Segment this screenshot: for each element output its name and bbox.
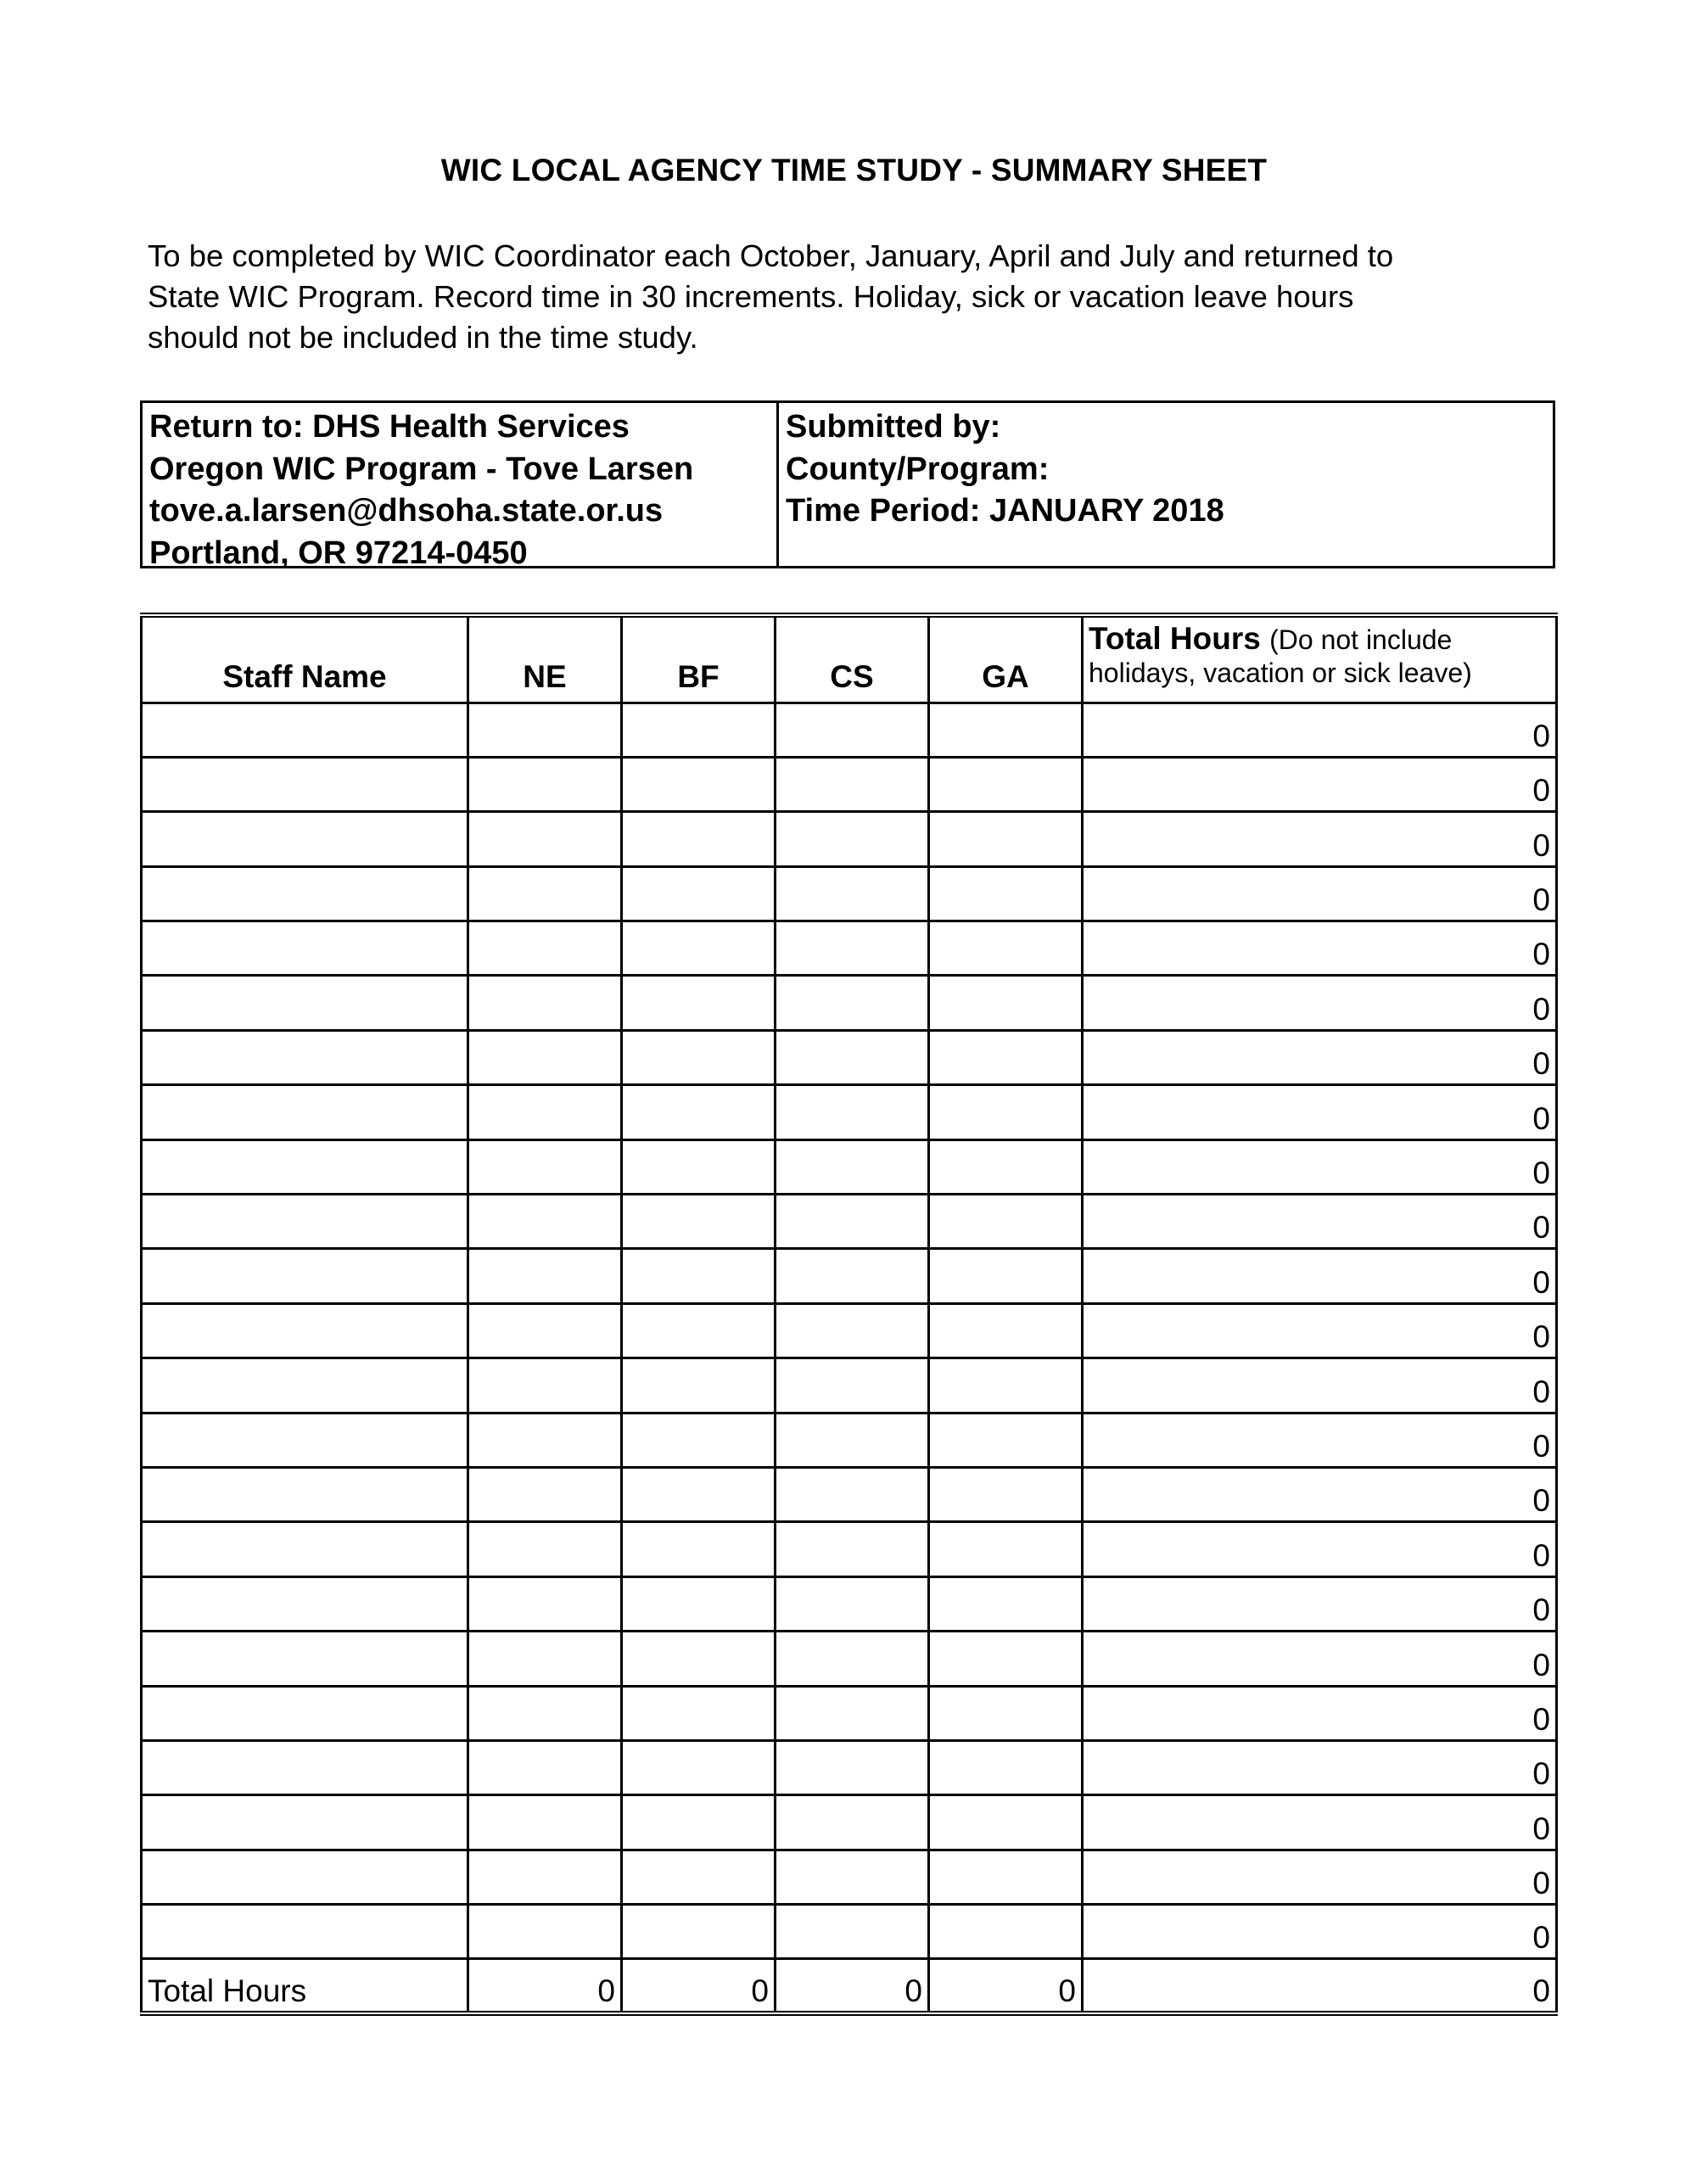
total-hours-cell: 0 <box>1083 1249 1557 1303</box>
total-hours-cell: 0 <box>1083 1905 1557 1959</box>
total-hours-cell: 0 <box>1083 757 1557 811</box>
ga-cell[interactable] <box>929 1030 1083 1084</box>
total-hours-cell: 0 <box>1083 1085 1557 1139</box>
staff-name-cell[interactable] <box>142 1795 468 1850</box>
cs-cell[interactable] <box>776 1467 929 1521</box>
bf-cell[interactable] <box>622 1030 776 1084</box>
ga-cell[interactable] <box>929 921 1083 976</box>
table-row <box>142 812 1557 866</box>
staff-name-cell[interactable] <box>142 1850 468 1904</box>
col-header-ne: NE <box>468 615 622 703</box>
ga-cell[interactable] <box>929 703 1083 757</box>
table-header-row <box>142 615 1557 703</box>
table-row <box>142 1249 1557 1303</box>
staff-name-cell[interactable] <box>142 1905 468 1959</box>
staff-name-cell[interactable] <box>142 921 468 976</box>
total-hours-cell: 0 <box>1083 1850 1557 1904</box>
bf-cell[interactable] <box>622 1850 776 1904</box>
ga-cell[interactable] <box>929 1085 1083 1139</box>
bf-cell[interactable] <box>622 1795 776 1850</box>
page-title: WIC LOCAL AGENCY TIME STUDY - SUMMARY SHEET <box>440 153 1268 188</box>
staff-name-cell[interactable] <box>142 1686 468 1740</box>
total-hours-cell: 0 <box>1083 1030 1557 1084</box>
cs-cell[interactable] <box>776 1850 929 1904</box>
total-hours-cell: 0 <box>1083 1303 1557 1358</box>
col-header-cs: CS <box>776 615 929 703</box>
ga-cell[interactable] <box>929 1467 1083 1521</box>
ne-cell[interactable] <box>468 1905 622 1959</box>
bf-cell[interactable] <box>622 1576 776 1631</box>
staff-name-cell[interactable] <box>142 866 468 921</box>
ne-cell[interactable] <box>468 1358 622 1413</box>
staff-name-cell[interactable] <box>142 1576 468 1631</box>
bf-cell[interactable] <box>622 703 776 757</box>
total-hours-cell: 0 <box>1083 1413 1557 1467</box>
total-hours-cell: 0 <box>1083 1195 1557 1249</box>
totals-bf: 0 <box>622 1959 776 2013</box>
ne-cell[interactable] <box>468 1522 622 1576</box>
bf-cell[interactable] <box>622 1905 776 1959</box>
staff-name-cell[interactable] <box>142 1303 468 1358</box>
ne-cell[interactable] <box>468 1030 622 1084</box>
cs-cell[interactable] <box>776 1686 929 1740</box>
instructions-line: To be completed by WIC Coordinator each October, January, April and July and returned to <box>148 238 1394 273</box>
ga-cell[interactable] <box>929 1195 1083 1249</box>
bf-cell[interactable] <box>622 1195 776 1249</box>
col-header-total-hours <box>1083 615 1557 703</box>
total-hours-cell: 0 <box>1083 1795 1557 1850</box>
bf-cell[interactable] <box>622 757 776 811</box>
ga-cell[interactable] <box>929 1139 1083 1194</box>
staff-name-cell[interactable] <box>142 1358 468 1413</box>
ne-cell[interactable] <box>468 812 622 866</box>
total-hours-note: holidays, vacation or sick leave) <box>1089 658 1472 688</box>
totals-row <box>142 1959 1557 2013</box>
totals-cs: 0 <box>776 1959 929 2013</box>
total-hours-cell: 0 <box>1083 866 1557 921</box>
ga-cell[interactable] <box>929 1303 1083 1358</box>
table-row <box>142 703 1557 757</box>
table-row <box>142 1740 1557 1794</box>
return-to-line: Return to: DHS Health Services <box>149 409 630 445</box>
table-row <box>142 1686 1557 1740</box>
total-hours-cell: 0 <box>1083 976 1557 1030</box>
total-hours-cell: 0 <box>1083 1358 1557 1413</box>
ga-cell[interactable] <box>929 1576 1083 1631</box>
cs-cell[interactable] <box>776 921 929 976</box>
staff-name-cell[interactable] <box>142 1740 468 1794</box>
ga-cell[interactable] <box>929 1358 1083 1413</box>
ne-cell[interactable] <box>468 921 622 976</box>
ne-cell[interactable] <box>468 1686 622 1740</box>
staff-name-cell[interactable] <box>142 1085 468 1139</box>
cs-cell[interactable] <box>776 1358 929 1413</box>
info-box <box>140 400 1555 571</box>
ne-cell[interactable] <box>468 703 622 757</box>
staff-name-cell[interactable] <box>142 976 468 1030</box>
totals-ga: 0 <box>929 1959 1083 2013</box>
ne-cell[interactable] <box>468 1795 622 1850</box>
ga-cell[interactable] <box>929 1413 1083 1467</box>
ne-cell[interactable] <box>468 1632 622 1686</box>
total-hours-cell: 0 <box>1083 812 1557 866</box>
total-hours-note: (Do not include <box>1269 624 1453 655</box>
ga-cell[interactable] <box>929 1740 1083 1794</box>
ga-cell[interactable] <box>929 1686 1083 1740</box>
ga-cell[interactable] <box>929 976 1083 1030</box>
ne-cell[interactable] <box>468 1740 622 1794</box>
table-row <box>142 1085 1557 1139</box>
table-row <box>142 1905 1557 1959</box>
staff-name-cell[interactable] <box>142 1249 468 1303</box>
bf-cell[interactable] <box>622 1467 776 1521</box>
staff-name-cell[interactable] <box>142 757 468 811</box>
table-row <box>142 1303 1557 1358</box>
time-period-field: Time Period: JANUARY 2018 <box>786 493 1224 529</box>
table-row <box>142 1522 1557 1576</box>
cs-cell[interactable] <box>776 1303 929 1358</box>
total-hours-cell: 0 <box>1083 921 1557 976</box>
cs-cell[interactable] <box>776 757 929 811</box>
ga-cell[interactable] <box>929 757 1083 811</box>
table-row <box>142 1413 1557 1467</box>
table-row <box>142 866 1557 921</box>
staff-name-cell[interactable] <box>142 1139 468 1194</box>
cs-cell[interactable] <box>776 1249 929 1303</box>
table-row <box>142 1632 1557 1686</box>
cs-cell[interactable] <box>776 1576 929 1631</box>
ga-cell[interactable] <box>929 812 1083 866</box>
ne-cell[interactable] <box>468 1139 622 1194</box>
cs-cell[interactable] <box>776 866 929 921</box>
return-to-email: tove.a.larsen@dhsoha.state.or.us <box>149 493 664 529</box>
return-to-block <box>143 403 779 571</box>
ga-cell[interactable] <box>929 1905 1083 1959</box>
ga-cell[interactable] <box>929 866 1083 921</box>
cs-cell[interactable] <box>776 1740 929 1794</box>
bf-cell[interactable] <box>622 921 776 976</box>
ga-cell[interactable] <box>929 1522 1083 1576</box>
table-row <box>142 921 1557 976</box>
table-row <box>142 1358 1557 1413</box>
total-hours-cell: 0 <box>1083 1686 1557 1740</box>
table-row <box>142 757 1557 811</box>
cs-cell[interactable] <box>776 1905 929 1959</box>
bf-cell[interactable] <box>622 1740 776 1794</box>
total-hours-cell: 0 <box>1083 1139 1557 1194</box>
col-header-staff-name: Staff Name <box>142 615 468 703</box>
ne-cell[interactable] <box>468 1195 622 1249</box>
instructions-line: should not be included in the time study. <box>148 320 698 355</box>
bf-cell[interactable] <box>622 1249 776 1303</box>
staff-name-cell[interactable] <box>142 1522 468 1576</box>
ga-cell[interactable] <box>929 1249 1083 1303</box>
instructions <box>148 236 1522 358</box>
bf-cell[interactable] <box>622 1358 776 1413</box>
cs-cell[interactable] <box>776 1413 929 1467</box>
ne-cell[interactable] <box>468 976 622 1030</box>
cs-cell[interactable] <box>776 1085 929 1139</box>
staff-name-cell[interactable] <box>142 1467 468 1521</box>
table-row <box>142 1030 1557 1084</box>
submitted-by-field[interactable]: Submitted by: <box>786 409 1001 445</box>
bf-cell[interactable] <box>622 976 776 1030</box>
total-hours-cell: 0 <box>1083 1632 1557 1686</box>
total-hours-cell: 0 <box>1083 1740 1557 1794</box>
cs-cell[interactable] <box>776 1522 929 1576</box>
total-hours-cell: 0 <box>1083 1522 1557 1576</box>
cs-cell[interactable] <box>776 1139 929 1194</box>
table-row <box>142 1795 1557 1850</box>
table-row <box>142 1139 1557 1194</box>
bf-cell[interactable] <box>622 866 776 921</box>
ne-cell[interactable] <box>468 1850 622 1904</box>
table-row <box>142 1195 1557 1249</box>
ne-cell[interactable] <box>468 1467 622 1521</box>
ga-cell[interactable] <box>929 1795 1083 1850</box>
ga-cell[interactable] <box>929 1850 1083 1904</box>
cs-cell[interactable] <box>776 812 929 866</box>
staff-name-cell[interactable] <box>142 1413 468 1467</box>
totals-label: Total Hours <box>142 1959 468 2013</box>
bf-cell[interactable] <box>622 812 776 866</box>
totals-ne: 0 <box>468 1959 622 2013</box>
ne-cell[interactable] <box>468 1413 622 1467</box>
bf-cell[interactable] <box>622 1522 776 1576</box>
cs-cell[interactable] <box>776 703 929 757</box>
total-hours-cell: 0 <box>1083 1576 1557 1631</box>
staff-name-cell[interactable] <box>142 812 468 866</box>
totals-total: 0 <box>1083 1959 1557 2013</box>
table-row <box>142 1576 1557 1631</box>
staff-name-cell[interactable] <box>142 1195 468 1249</box>
table-row <box>142 1850 1557 1904</box>
table-row <box>142 976 1557 1030</box>
return-to-line: Portland, OR 97214-0450 <box>149 535 528 571</box>
staff-name-cell[interactable] <box>142 1632 468 1686</box>
time-study-table <box>140 613 1558 2016</box>
cs-cell[interactable] <box>776 976 929 1030</box>
cs-cell[interactable] <box>776 1195 929 1249</box>
table-row <box>142 1467 1557 1521</box>
ne-cell[interactable] <box>468 1249 622 1303</box>
ne-cell[interactable] <box>468 866 622 921</box>
ne-cell[interactable] <box>468 1085 622 1139</box>
return-to-line: Oregon WIC Program - Tove Larsen <box>149 451 694 487</box>
cs-cell[interactable] <box>776 1030 929 1084</box>
staff-name-cell[interactable] <box>142 703 468 757</box>
col-header-ga: GA <box>929 615 1083 703</box>
total-hours-label: Total Hours <box>1089 621 1261 656</box>
bf-cell[interactable] <box>622 1139 776 1194</box>
submission-block <box>779 403 1553 566</box>
cs-cell[interactable] <box>776 1632 929 1686</box>
staff-name-cell[interactable] <box>142 1030 468 1084</box>
ga-cell[interactable] <box>929 1632 1083 1686</box>
bf-cell[interactable] <box>622 1303 776 1358</box>
bf-cell[interactable] <box>622 1632 776 1686</box>
ne-cell[interactable] <box>468 757 622 811</box>
instructions-line: State WIC Program. Record time in 30 increments. Holiday, sick or vacation leave hours <box>148 279 1354 314</box>
cs-cell[interactable] <box>776 1795 929 1850</box>
ne-cell[interactable] <box>468 1576 622 1631</box>
total-hours-cell: 0 <box>1083 703 1557 757</box>
total-hours-cell: 0 <box>1083 1467 1557 1521</box>
bf-cell[interactable] <box>622 1686 776 1740</box>
bf-cell[interactable] <box>622 1413 776 1467</box>
county-program-field[interactable]: County/Program: <box>786 451 1050 487</box>
col-header-bf: BF <box>622 615 776 703</box>
ne-cell[interactable] <box>468 1303 622 1358</box>
bf-cell[interactable] <box>622 1085 776 1139</box>
